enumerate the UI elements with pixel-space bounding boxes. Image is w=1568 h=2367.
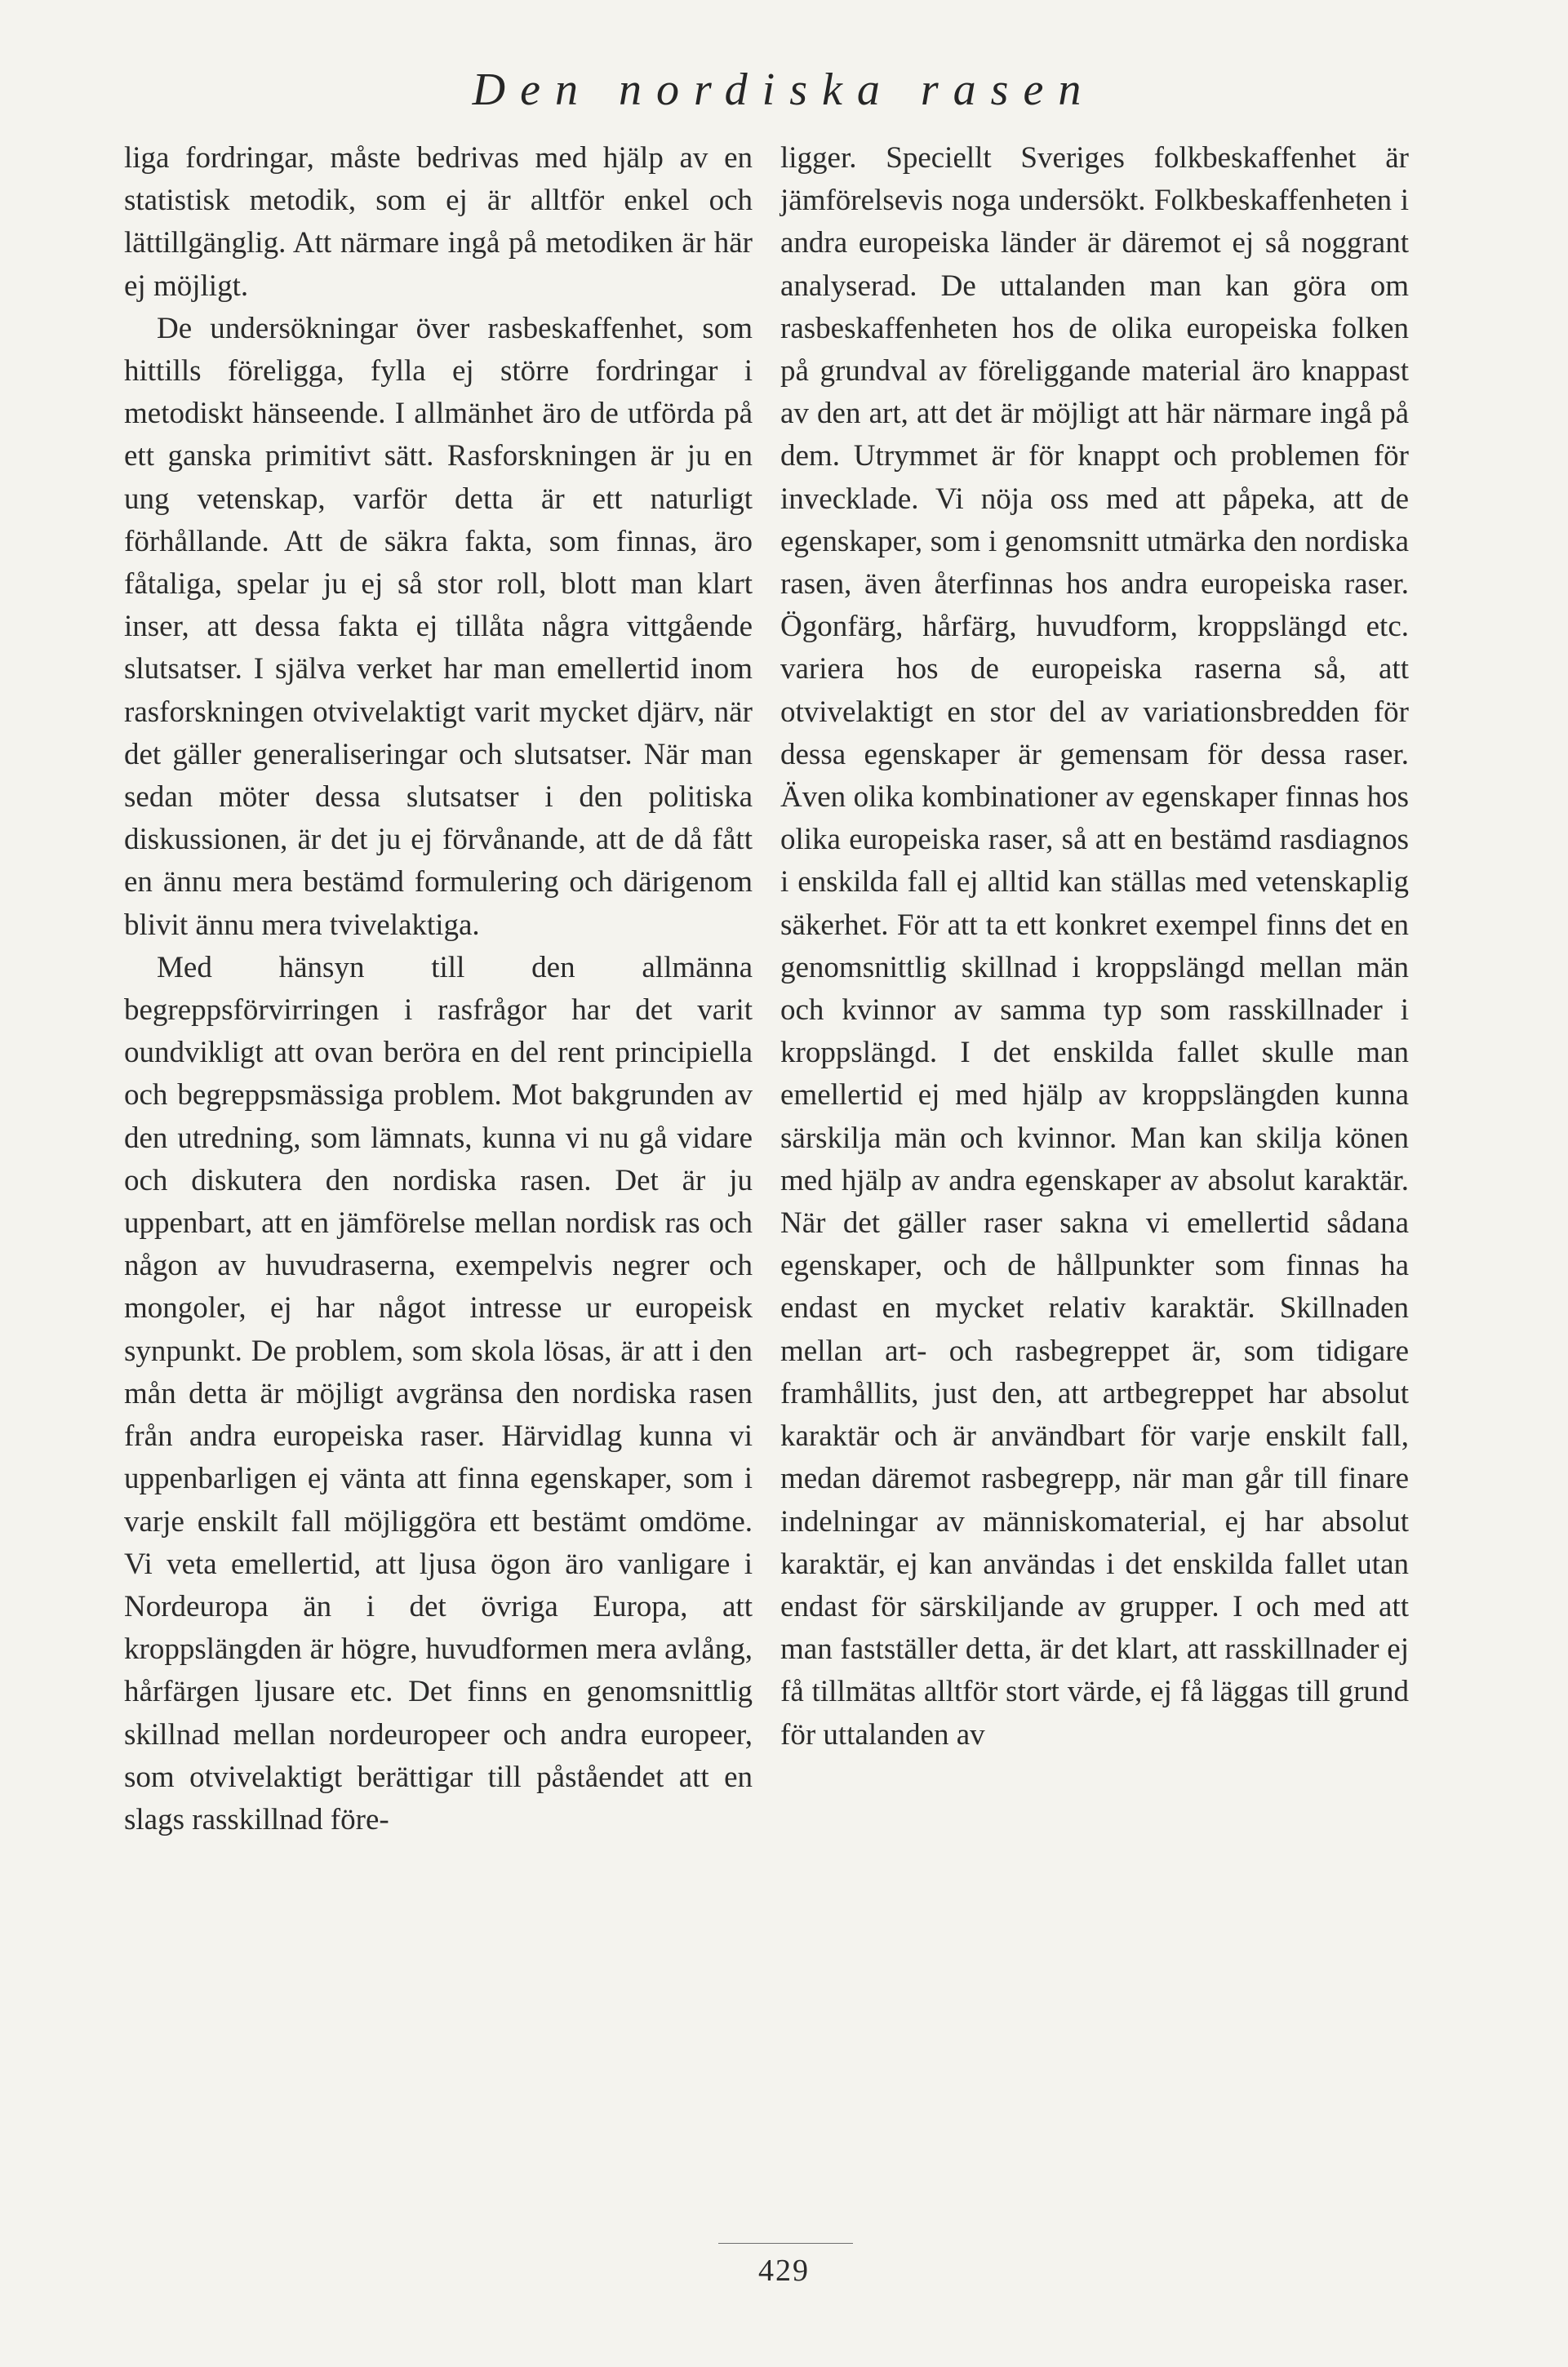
left-paragraph-2: De undersökningar över rasbeskaffenhet, som hittills föreligga, fylla ej större fordringar i metodiskt hänseende. I allmänhet äro de utförda på ett ganska primitivt sätt. Rasforskningen är ju en ung vetenskap, varför detta är ett naturligt förhållande. Att de säkra fakta, som finnas, äro fåtaliga, spelar ju ej så stor roll, blott man klart inser, att dessa fakta ej tillåta några vittgående slutsatser. I själva verket har man emellertid inom rasforskningen otvivelaktigt varit mycket djärv, när det gäller generaliseringar och slutsatser. När man sedan möter dessa slutsatser i den politiska diskussionen, är det ju ej förvånande, att de då fått en ännu mera bestämd formulering och därigenom blivit ännu mera tvivelaktiga. [124, 311, 753, 942]
right-paragraph-1: ligger. Speciellt Sveriges folkbeskaffenhet är jämförelsevis noga undersökt. Folkbeskaffenheten i andra europeiska länder är däremot ej så noggrant analyserad. De uttalanden man kan göra om rasbeskaffenheten hos de olika europeiska folken på grundval av föreliggande material äro knappast av den art, att det är möjligt att här närmare ingå på dem. Utrymmet är för knappt och problemen för invecklade. Vi nöja oss med att påpeka, att de egenskaper, som i genomsnitt utmärka den nordiska rasen, även återfinnas hos andra europeiska raser. Ögonfärg, hårfärg, huvudform, kroppslängd etc. variera hos de europeiska raserna så, att otvivelaktigt en stor del av variationsbredden för dessa egenskaper är gemensam för dessa raser. Även olika kombinationer av egenskaper finnas hos olika europeiska raser, så att en bestämd rasdiagnos i enskilda fall ej alltid kan ställas med vetenskaplig säkerhet. För att ta ett konkret exempel finns det en genomsnittlig skillnad i kroppslängd mellan män och kvinnor av samma typ som rasskillnader i kroppslängd. I det enskilda fallet skulle man emellertid ej med hjälp av kroppslängden kunna särskilja män och kvinnor. Man kan skilja könen med hjälp av andra egenskaper av absolut karaktär. När det gäller raser sakna vi emellertid sådana egenskaper, och de hållpunkter som finnas ha endast en mycket relativ karaktär. Skillnaden mellan art- och rasbegreppet är, som tidigare framhållits, just den, att artbegreppet har absolut karaktär och är användbart för varje enskilt fall, medan däremot rasbegrepp, när man går till finare indelningar av människomaterial, ej har absolut karaktär, ej kan användas i det enskilda fallet utan endast för särskiljande av grupper. I och med att man fastställer detta, är det klart, att rasskillnader ej få tillmätas alltför stort värde, ej få läggas till grund för uttalanden av [780, 141, 1409, 1752]
right-column [780, 137, 1409, 1756]
footer-rule [718, 2243, 853, 2244]
running-title: Den nordiska rasen [472, 64, 1096, 115]
left-paragraph-3: Med hänsyn till den allmänna begreppsförvirringen i rasfrågor har det varit oundvikligt att ovan beröra en del rent principiella och begreppsmässiga problem. Mot bakgrunden av den utredning, som lämnats, kunna vi nu gå vidare och diskutera den nordiska rasen. Det är ju uppenbart, att en jämförelse mellan nordisk ras och någon av huvudraserna, exempelvis negrer och mongoler, ej har något intresse ur europeisk synpunkt. De problem, som skola lösas, är att i den mån detta är möjligt avgränsa den nordiska rasen från andra europeiska raser. Härvidlag kunna vi uppenbarligen ej vänta att finna egenskaper, som i varje enskilt fall möjliggöra ett bestämt omdöme. Vi veta emellertid, att ljusa ögon äro vanligare i Nordeuropa än i det övriga Europa, att kroppslängden är högre, huvudformen mera avlång, hårfärgen ljusare etc. Det finns en genomsnittlig skillnad mellan nordeuropeer och andra europeer, som otvivelaktigt berättigar till påståendet att en slags rasskillnad före- [124, 950, 753, 1836]
left-paragraph-1: liga fordringar, måste bedrivas med hjälp av en statistisk metodik, som ej är alltför enkel och lättillgänglig. Att närmare ingå på metodiken är här ej möjligt. [124, 141, 753, 303]
page-number: 429 [758, 2254, 810, 2288]
left-column [124, 137, 753, 1841]
